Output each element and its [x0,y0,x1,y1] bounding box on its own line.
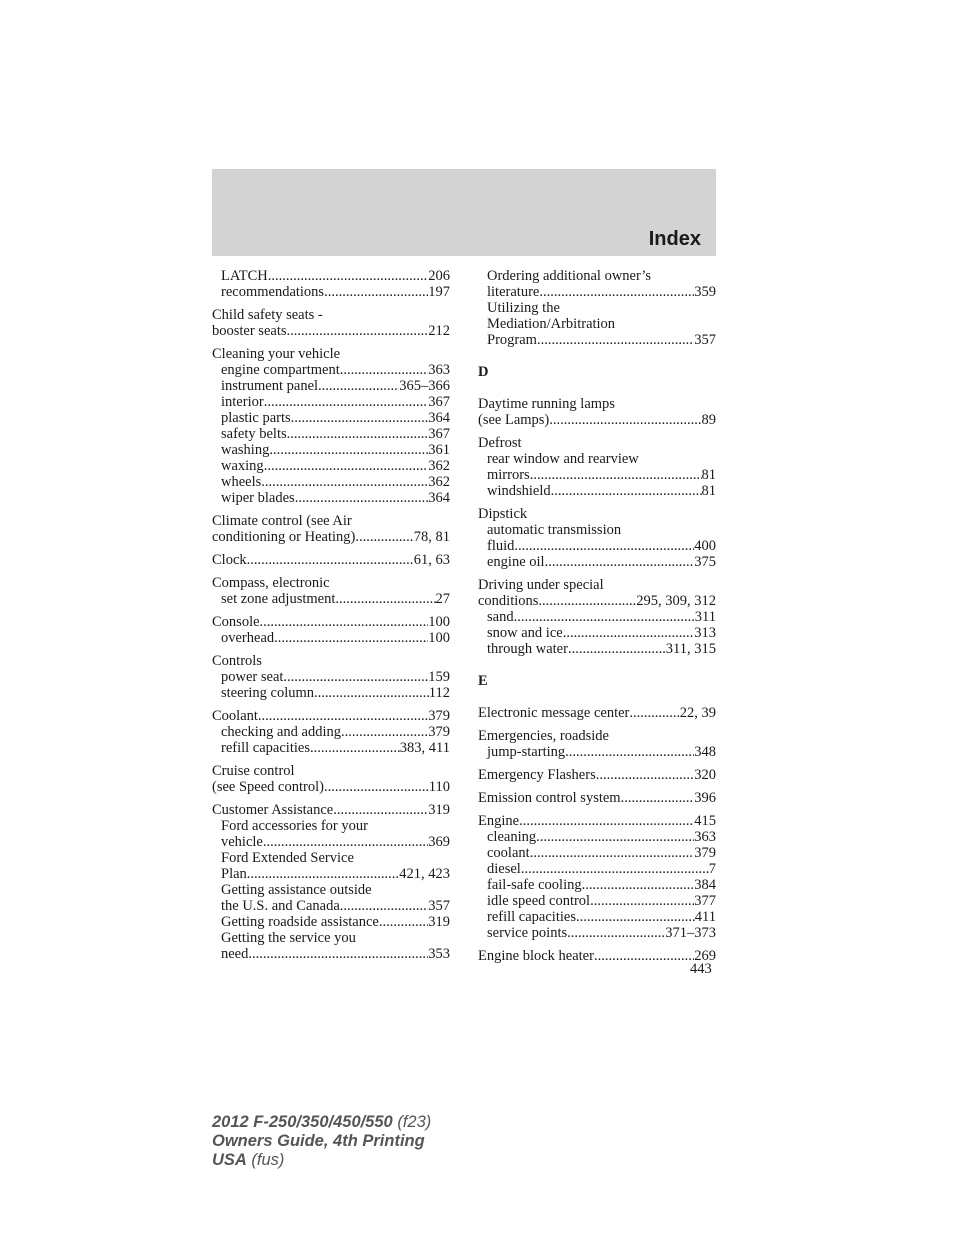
entry-text: interior [221,394,264,410]
page-reference: 375 [694,554,716,570]
section-letter: D [478,364,489,380]
page-reference: 400 [694,538,716,554]
page-reference: 269 [694,948,716,964]
entry-text: diesel [487,861,521,877]
index-entry-line [212,529,450,545]
entry-text: coolant [487,845,530,861]
index-entry-line [478,813,716,829]
entry-text: automatic transmission [487,522,622,538]
entry-text: Console [212,614,260,630]
page-reference: 364 [428,490,450,506]
index-entry-line [478,577,716,593]
index-subentry-line [478,861,716,877]
entry-text: Ordering additional owner’s [487,268,652,284]
dot-leader [537,332,694,348]
index-entry-line [212,513,450,529]
page-reference: 362 [428,474,450,490]
page-reference: 78, 81 [413,529,450,545]
index-subentry-line [212,866,450,882]
dot-leader [340,898,428,914]
index-subentry-line [478,877,716,893]
entry-text: idle speed control [487,893,591,909]
index-entry-line [212,575,450,591]
index-entry [212,307,450,339]
index-subentry-line [212,284,450,300]
dot-leader [335,591,435,607]
dot-leader [263,834,428,850]
index-column-left [212,268,450,969]
page-reference: 100 [428,630,450,646]
index-entry-line [478,506,716,522]
dot-leader [341,724,428,740]
dot-leader [530,467,702,483]
index-entry-line [478,705,716,721]
index-entry-line [212,323,450,339]
index-subentry-line [212,740,450,756]
index-subentry-line [212,362,450,378]
entry-text: Engine block heater [478,948,594,964]
page-reference: 353 [428,946,450,962]
entry-text: waxing [221,458,264,474]
dot-leader [310,740,400,756]
section-letter: E [478,673,488,689]
dot-leader [287,426,429,442]
entry-text: Electronic message center [478,705,630,721]
entry-text: Utilizing the [487,300,560,316]
index-entry [478,790,716,806]
entry-text: Getting the service you [221,930,356,946]
entry-text: Driving under special [478,577,604,593]
entry-text: recommendations [221,284,325,300]
index-subentry-line [212,378,450,394]
page-reference: 367 [428,426,450,442]
entry-text: conditioning or Heating) [212,529,356,545]
dot-leader [551,483,702,499]
entry-text: Program [487,332,537,348]
page-reference: 357 [428,898,450,914]
index-entry [478,705,716,721]
index-entry [212,614,450,646]
index-subentry-line [478,316,716,332]
index-entry [212,653,450,701]
index-entry [478,813,716,941]
entry-text: literature [487,284,540,300]
index-entry-line [212,708,450,724]
page-reference: 421, 423 [399,866,450,882]
page-reference: 212 [428,323,450,339]
entry-text: Cleaning your vehicle [212,346,341,362]
index-header-band [212,169,716,256]
index-entry [478,268,716,348]
dot-leader [530,845,695,861]
index-subentry-line [212,930,450,946]
dot-leader [247,552,414,568]
page-reference: 112 [428,685,450,701]
page-reference: 362 [428,458,450,474]
index-subentry-line [478,893,716,909]
dot-leader [287,323,429,339]
page-reference: 411 [694,909,716,925]
index-column-right [478,268,716,971]
index-entry [478,435,716,499]
index-subentry-line [478,284,716,300]
page-reference: 415 [694,813,716,829]
page-reference: 313 [694,625,716,641]
index-subentry-line [478,909,716,925]
index-entry-line [478,790,716,806]
entry-text: cleaning [487,829,537,845]
page-reference: 357 [694,332,716,348]
dot-leader [590,893,694,909]
dot-leader [582,877,695,893]
page-number: 443 [690,961,712,977]
document-footer [212,1113,431,1170]
page-reference: 311 [694,609,716,625]
index-subentry-line [478,829,716,845]
index-subentry-line [212,268,450,284]
index-subentry-line [212,882,450,898]
index-subentry-line [212,458,450,474]
dot-leader [629,705,679,721]
dot-leader [549,412,701,428]
index-subentry-line [212,834,450,850]
index-entry [478,948,716,964]
entry-text: Climate control (see Air [212,513,352,529]
dot-leader [291,410,429,426]
index-entry-line [212,779,450,795]
index-subentry-line [478,609,716,625]
entry-text: LATCH [221,268,268,284]
entry-text: through water [487,641,568,657]
dot-leader [545,554,695,570]
page-reference: 89 [701,412,716,428]
index-subentry-line [212,914,450,930]
footer-model: 2012 F-250/350/450/550 [212,1113,393,1131]
index-subentry-line [212,898,450,914]
entry-text: set zone adjustment [221,591,336,607]
entry-text: Plan [221,866,247,882]
dot-leader [355,529,413,545]
index-entry-line [478,435,716,451]
page-reference: 365–366 [399,378,450,394]
entry-text: Customer Assistance [212,802,334,818]
index-subentry-line [478,268,716,284]
dot-leader [324,284,428,300]
entry-text: Child safety seats - [212,307,323,323]
index-entry-line [212,346,450,362]
index-entry [478,767,716,783]
dot-leader [269,442,428,458]
entry-text: (see Speed control) [212,779,324,795]
dot-leader [260,614,429,630]
entry-text: wheels [221,474,262,490]
entry-text: Dipstick [478,506,528,522]
dot-leader [563,625,695,641]
index-entry-line [478,396,716,412]
page-reference: 319 [428,802,450,818]
entry-text: checking and adding [221,724,341,740]
dot-leader [594,948,694,964]
index-entry [212,708,450,756]
page-title: Index [648,228,701,250]
page-reference: 383, 411 [399,740,450,756]
index-entry [212,346,450,506]
index-subentry-line [212,850,450,866]
page-reference: 295, 309, 312 [636,593,716,609]
index-subentry-line [478,332,716,348]
entry-text: windshield [487,483,551,499]
index-entry-line [478,948,716,964]
index-subentry-line [478,451,716,467]
page-reference: 348 [694,744,716,760]
dot-leader [258,708,428,724]
index-subentry-line [212,630,450,646]
entry-text: Defrost [478,435,522,451]
index-subentry-line [212,669,450,685]
entry-text: Getting assistance outside [221,882,372,898]
page-reference: 81 [701,467,716,483]
entry-text: Ford accessories for your [221,818,368,834]
index-subentry-line [478,625,716,641]
dot-leader [248,946,428,962]
index-entry-line [212,653,450,669]
dot-leader [538,593,636,609]
index-entry [212,763,450,795]
index-subentry-line [212,685,450,701]
entry-text: power seat [221,669,284,685]
entry-text: Emergencies, roadside [478,728,609,744]
dot-leader [596,767,695,783]
footer-model-code: (f23) [392,1113,432,1131]
entry-text: (see Lamps) [478,412,550,428]
dot-leader [576,909,695,925]
index-subentry-line [212,591,450,607]
page-reference: 379 [428,708,450,724]
entry-text: safety belts [221,426,287,442]
dot-leader [295,490,429,506]
dot-leader [261,474,428,490]
page-reference: 197 [428,284,450,300]
page-reference: 27 [435,591,450,607]
entry-text: Ford Extended Service [221,850,354,866]
index-entry-line [212,802,450,818]
dot-leader [621,790,695,806]
entry-text: mirrors [487,467,530,483]
entry-text: engine oil [487,554,545,570]
page-reference: 377 [694,893,716,909]
entry-text: refill capacities [221,740,310,756]
footer-region: USA [212,1151,247,1169]
entry-text: engine compartment [221,362,340,378]
page-reference: 319 [428,914,450,930]
page-reference: 100 [428,614,450,630]
index-subentry-line [212,394,450,410]
entry-text: refill capacities [487,909,576,925]
entry-text: steering column [221,685,315,701]
index-entry [212,268,450,300]
index-subentry-line [478,845,716,861]
entry-text: jump-starting [487,744,566,760]
page-reference: 7 [708,861,716,877]
entry-text: vehicle [221,834,263,850]
page-reference: 369 [428,834,450,850]
entry-text: wiper blades [221,490,295,506]
dot-leader [324,779,429,795]
entry-text: Coolant [212,708,258,724]
page-reference: 384 [694,877,716,893]
index-entry [212,802,450,962]
entry-text: snow and ice [487,625,563,641]
dot-leader [514,538,694,554]
page-reference: 22, 39 [679,705,716,721]
dot-leader [264,458,429,474]
dot-leader [283,669,428,685]
dot-leader [567,925,665,941]
page-reference: 110 [428,779,450,795]
dot-leader [519,813,694,829]
dot-leader [514,609,695,625]
index-entry-line [478,412,716,428]
index-entry [478,506,716,570]
entry-text: the U.S. and Canada [221,898,340,914]
index-entry [212,575,450,607]
dot-leader [539,284,694,300]
dot-leader [318,378,399,394]
page-reference: 159 [428,669,450,685]
dot-leader [247,866,399,882]
index-subentry-line [478,522,716,538]
entry-text: booster seats [212,323,287,339]
entry-text: Cruise control [212,763,295,779]
entry-text: plastic parts [221,410,291,426]
entry-text: Controls [212,653,262,669]
entry-text: fluid [487,538,515,554]
index-subentry-line [478,483,716,499]
index-subentry-line [212,946,450,962]
footer-region-code: (fus) [246,1151,285,1169]
page-reference: 371–373 [665,925,716,941]
dot-leader [536,829,694,845]
index-entry-line [478,767,716,783]
index-subentry-line [212,442,450,458]
entry-text: washing [221,442,270,458]
dot-leader [314,685,429,701]
entry-text: conditions [478,593,539,609]
entry-text: Mediation/Arbitration [487,316,616,332]
entry-text: Compass, electronic [212,575,330,591]
entry-text: overhead [221,630,275,646]
index-subentry-line [478,554,716,570]
dot-leader [340,362,428,378]
index-subentry-line [478,744,716,760]
dot-leader [379,914,428,930]
page-reference: 320 [694,767,716,783]
entry-text: need [221,946,249,962]
page-reference: 363 [428,362,450,378]
index-entry-line [212,307,450,323]
index-subentry-line [212,818,450,834]
page-reference: 81 [701,483,716,499]
entry-text: Engine [478,813,520,829]
index-entry [212,513,450,545]
page-reference: 363 [694,829,716,845]
entry-text: instrument panel [221,378,319,394]
index-entry-line [478,593,716,609]
page-reference: 206 [428,268,450,284]
dot-leader [568,641,666,657]
entry-text: Clock [212,552,247,568]
index-subentry-line [212,426,450,442]
page-reference: 396 [694,790,716,806]
entry-text: sand [487,609,514,625]
page-reference: 367 [428,394,450,410]
index-entry-line [212,614,450,630]
index-entry [478,396,716,428]
dot-leader [521,861,709,877]
index-subentry-line [212,474,450,490]
index-entry [478,728,716,760]
index-entry [478,577,716,657]
index-entry-line [478,728,716,744]
page-reference: 359 [694,284,716,300]
index-subentry-line [478,467,716,483]
entry-text: fail-safe cooling [487,877,582,893]
entry-text: Daytime running lamps [478,396,615,412]
page-reference: 61, 63 [413,552,450,568]
index-subentry-line [212,490,450,506]
entry-text: rear window and rearview [487,451,639,467]
entry-text: service points [487,925,568,941]
index-subentry-line [212,410,450,426]
index-subentry-line [212,724,450,740]
index-subentry-line [478,538,716,554]
page-reference: 379 [694,845,716,861]
index-entry-line [212,763,450,779]
page-reference: 311, 315 [665,641,716,657]
page-reference: 361 [428,442,450,458]
index-entry [212,552,450,568]
page-reference: 364 [428,410,450,426]
page-reference: 379 [428,724,450,740]
index-entry-line [212,552,450,568]
dot-leader [333,802,428,818]
index-subentry-line [478,925,716,941]
entry-text: Getting roadside assistance [221,914,379,930]
footer-guide: Owners Guide, 4th Printing [212,1132,425,1150]
dot-leader [274,630,428,646]
dot-leader [264,394,429,410]
index-subentry-line [478,300,716,316]
entry-text: Emission control system [478,790,621,806]
dot-leader [268,268,429,284]
dot-leader [565,744,694,760]
entry-text: Emergency Flashers [478,767,596,783]
index-subentry-line [478,641,716,657]
